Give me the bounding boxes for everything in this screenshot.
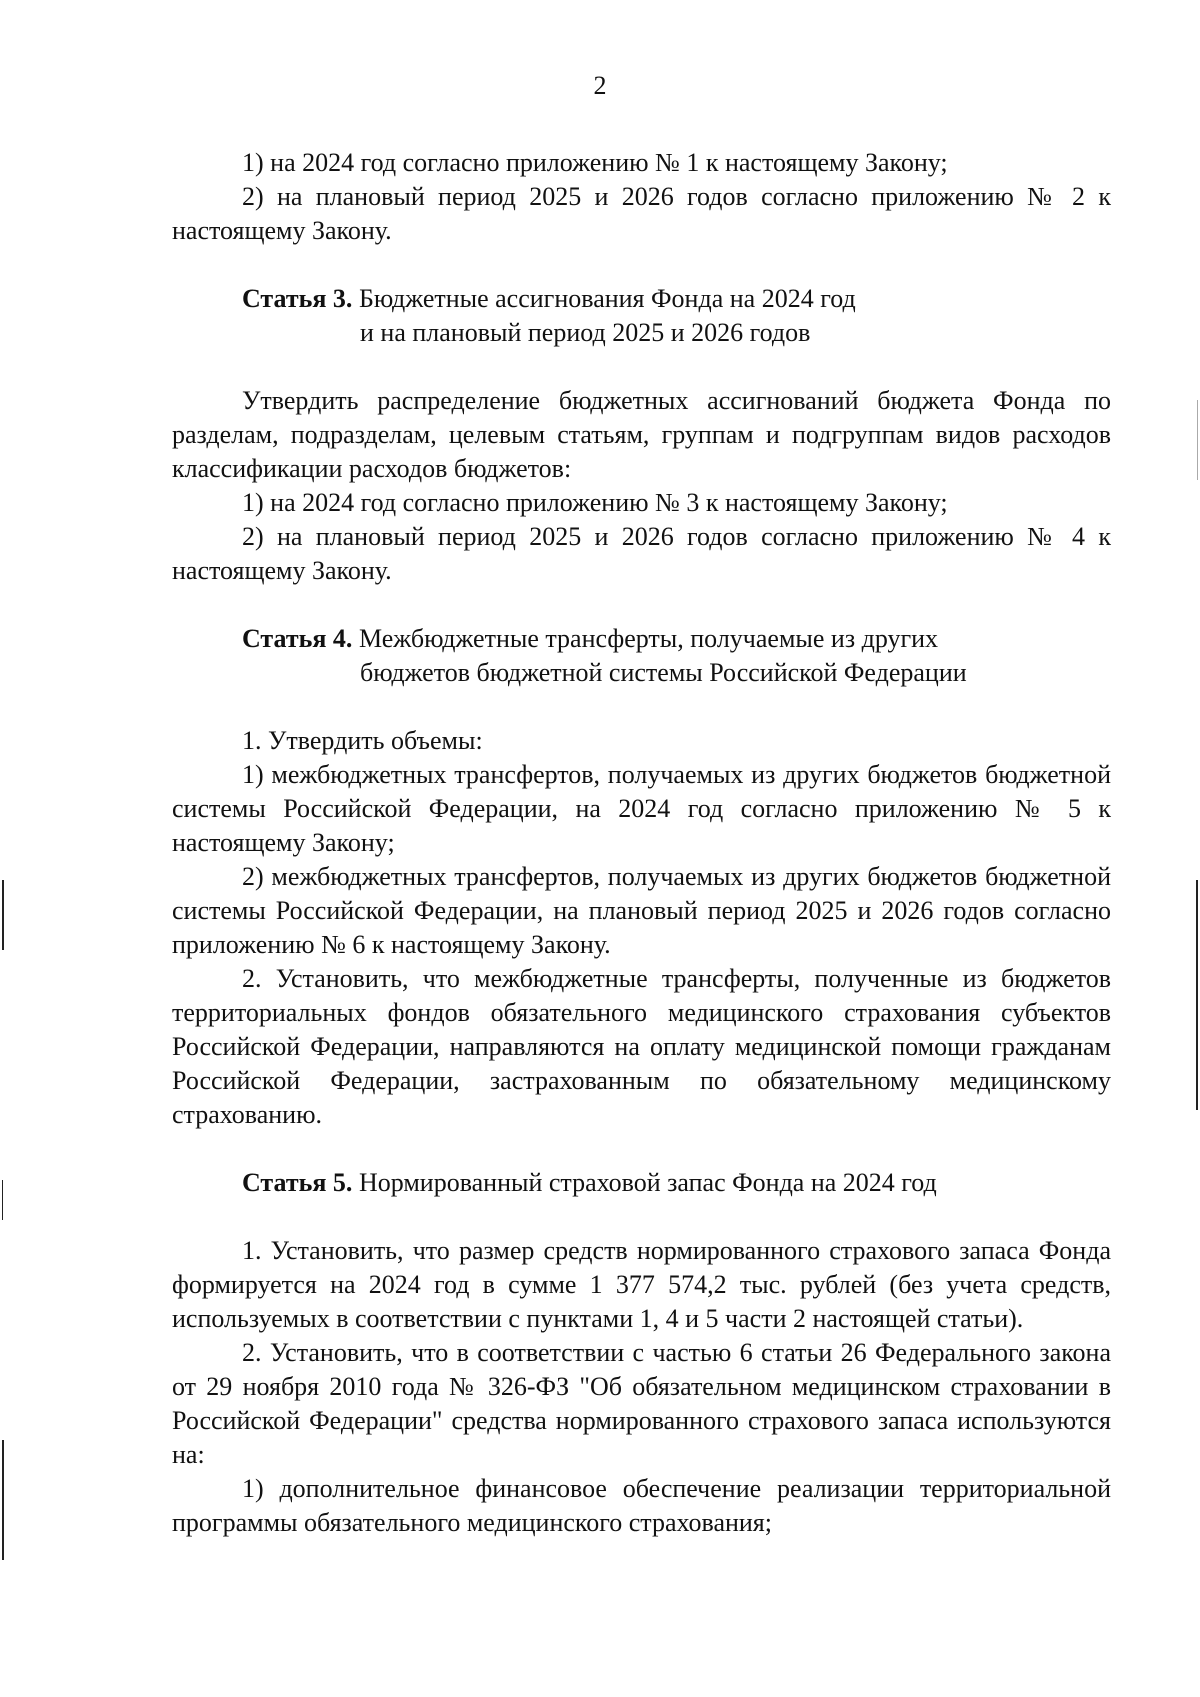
paragraph: 2) межбюджетных трансфертов, получаемых из других бюджетов бюджетной системы Российской Федерации, на плановый период 2025 и 2026 годов согласно приложению № 6 к настоящему Закону. (172, 862, 1111, 959)
paragraph: 1. Установить, что размер средств нормированного страхового запаса Фонда формируется на 2024 год в сумме 1 377 574,2 тыс. рублей (без учета средств, используемых в соответствии с пунктами 1, 4 и 5 части 2 настоящей статьи). (172, 1236, 1111, 1333)
scan-artifact (2, 1180, 3, 1220)
scan-artifact (2, 880, 4, 950)
article-title: Бюджетные ассигнования Фонда на 2024 год (358, 284, 856, 313)
paragraph: 1. Утвердить объемы: (242, 726, 483, 755)
article-5-heading (172, 1166, 1111, 1200)
article-title: Межбюджетные трансферты, получаемые из других (358, 624, 939, 653)
article-label: Статья 3. (242, 284, 353, 313)
document-body (172, 146, 1111, 1540)
scan-artifact (2, 1440, 4, 1560)
article-3-heading (172, 282, 1111, 350)
scan-artifact (1197, 400, 1198, 480)
paragraph: 1) дополнительное финансовое обеспечение реализации территориальной программы обязательного медицинского страхования; (172, 1474, 1111, 1537)
paragraph: 2) на плановый период 2025 и 2026 годов согласно приложению № 2 к настоящему Закону. (172, 182, 1111, 245)
paragraph: 2. Установить, что межбюджетные трансферты, полученные из бюджетов территориальных фондов обязательного медицинского страхования субъектов Российской Федерации, направляются на оплату медицинской помощи гражданам Российской Федерации, застрахованным по обязательному медицинскому страхованию. (172, 964, 1111, 1129)
page-number: 2 (593, 71, 607, 100)
paragraph: Утвердить распределение бюджетных ассигнований бюджета Фонда по разделам, подразделам, целевым статьям, группам и подгруппам видов расходов классификации расходов бюджетов: (172, 386, 1111, 483)
article-label: Статья 4. (242, 624, 353, 653)
article-title-continued: бюджетов бюджетной системы Российской Федерации (360, 658, 967, 687)
article-title-continued: и на плановый период 2025 и 2026 годов (360, 318, 811, 347)
paragraph: 1) межбюджетных трансфертов, получаемых из других бюджетов бюджетной системы Российской Федерации, на 2024 год согласно приложению № 5 к настоящему Закону; (172, 760, 1111, 857)
article-4-heading (172, 622, 1111, 690)
article-title: Нормированный страховой запас Фонда на 2024 год (358, 1168, 937, 1197)
paragraph: 1) на 2024 год согласно приложению № 1 к настоящему Закону; (242, 148, 948, 177)
paragraph: 1) на 2024 год согласно приложению № 3 к настоящему Закону; (242, 488, 948, 517)
article-label: Статья 5. (242, 1168, 353, 1197)
paragraph: 2) на плановый период 2025 и 2026 годов согласно приложению № 4 к настоящему Закону. (172, 522, 1111, 585)
paragraph: 2. Установить, что в соответствии с частью 6 статьи 26 Федерального закона от 29 ноября 2010 года № 326-ФЗ "Об обязательном медицинском страховании в Российской Федерации" средства нормированного страхового запаса используются на: (172, 1338, 1111, 1469)
scan-artifact (1196, 880, 1198, 1110)
